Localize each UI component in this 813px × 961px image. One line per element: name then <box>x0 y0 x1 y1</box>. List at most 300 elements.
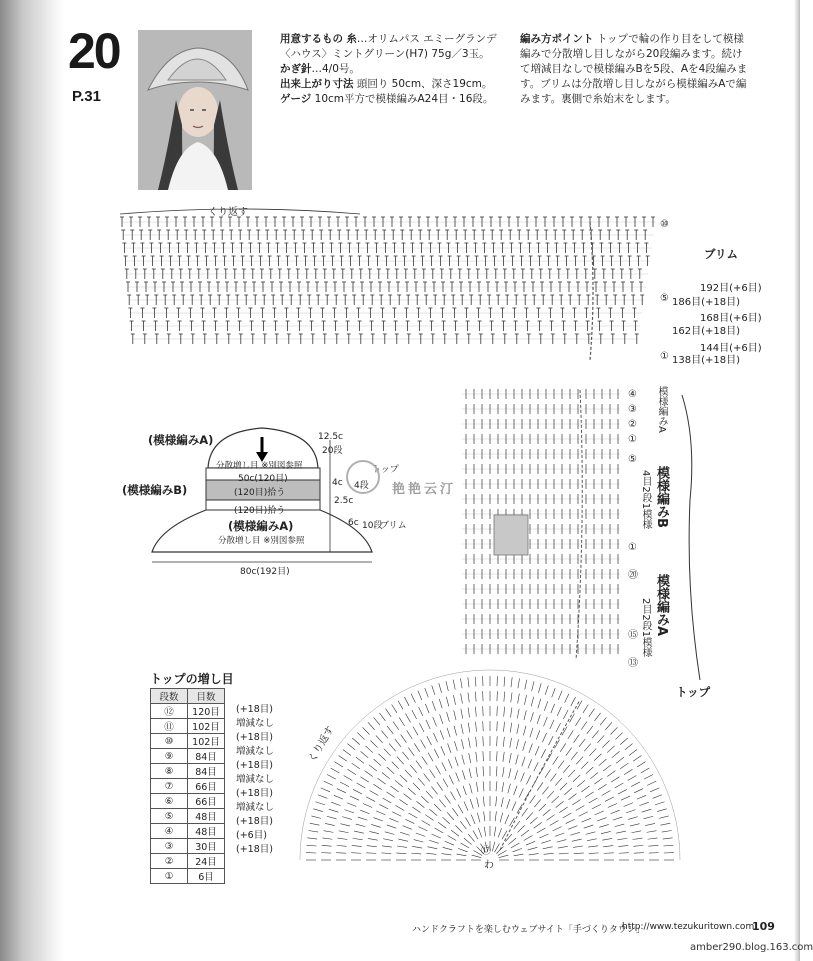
stitch-symbol <box>511 692 512 702</box>
stitch-symbol <box>626 810 635 813</box>
stitch-symbol <box>538 699 541 709</box>
stitch-symbol <box>570 832 580 835</box>
stitch-symbol <box>385 832 395 835</box>
increase-note: (+18目) <box>236 704 273 715</box>
stitch-symbol <box>368 722 375 729</box>
stitch-symbol <box>555 778 562 786</box>
hat-brim-width: 80c(192目) <box>240 567 290 577</box>
brim-row-count: 162目(+18目) <box>672 326 740 337</box>
stitch-symbol <box>399 799 407 805</box>
stitch-symbol <box>344 810 353 813</box>
stitch-symbol <box>376 811 385 815</box>
hook-label: かぎ針 <box>280 63 312 75</box>
stitch-symbol <box>347 744 355 750</box>
stitch-symbol <box>412 807 420 813</box>
stitch-symbol <box>473 831 478 840</box>
stitch-symbol <box>590 773 598 779</box>
stitch-symbol <box>318 795 327 799</box>
stitch-symbol <box>615 733 622 740</box>
stitch-symbol <box>625 744 633 750</box>
stitch-symbol <box>416 761 422 769</box>
stitch-symbol <box>526 812 533 819</box>
stitch-symbol <box>550 774 556 782</box>
stitch-symbol <box>494 827 496 837</box>
increase-note <box>236 857 274 871</box>
stitch-symbol <box>564 788 572 795</box>
row-number: ⑪ <box>151 719 188 734</box>
stitch-symbol <box>598 784 606 789</box>
stitch-symbol <box>510 723 512 733</box>
stitch-symbol <box>594 754 601 761</box>
stitch-symbol <box>558 691 562 700</box>
stitch-symbol <box>557 840 567 843</box>
stitch-symbol <box>545 769 551 777</box>
stitch-symbol <box>505 834 511 842</box>
stitch-symbol <box>648 845 658 846</box>
stitch-symbol <box>581 722 587 730</box>
stitch-count: 66目 <box>188 794 225 809</box>
stitch-symbol <box>470 784 473 794</box>
stitch-symbol <box>534 822 542 828</box>
stitch-symbol <box>581 762 588 769</box>
stitch-symbol <box>408 748 414 756</box>
stitch-count: 24目 <box>188 854 225 869</box>
table-row <box>151 749 225 764</box>
side-row-marker: ① <box>628 542 637 553</box>
stitch-symbol <box>517 709 519 719</box>
stitch-symbol <box>339 755 347 761</box>
stitch-symbol <box>325 823 335 825</box>
stitch-symbol <box>535 746 539 755</box>
stitch-symbol <box>387 825 396 828</box>
stitch-symbol <box>589 853 599 854</box>
stitch-symbol <box>592 804 601 808</box>
hat-crown-rows: 20段 <box>322 446 343 456</box>
hat-band-depth: 4c <box>332 478 343 488</box>
stitch-symbol <box>650 788 659 792</box>
increase-table <box>150 688 225 884</box>
stitch-symbol <box>599 824 609 827</box>
table-row <box>151 854 225 869</box>
stitch-symbol <box>613 817 623 820</box>
stitch-symbol <box>418 778 425 786</box>
stitch-symbol <box>555 740 560 749</box>
stitch-symbol <box>347 803 356 807</box>
stitch-symbol <box>511 677 512 687</box>
pattern-a-note: 2目2段1模様 <box>640 598 651 658</box>
stitch-symbol <box>461 843 470 848</box>
stitch-symbol <box>342 817 352 820</box>
stitch-symbol <box>327 774 336 779</box>
stitch-symbol <box>424 774 430 782</box>
stitch-symbol <box>313 809 323 812</box>
stitch-symbol <box>405 819 414 823</box>
stitch-symbol <box>442 762 446 771</box>
hat-brim-depth: 6c <box>348 518 359 528</box>
stitch-symbol <box>376 735 383 742</box>
stitch-symbol <box>513 848 522 851</box>
stitch-symbol <box>354 831 364 833</box>
stitch-symbol <box>363 803 372 807</box>
watermark-text: 艳艳云汀 <box>392 482 457 497</box>
stitch-symbol <box>438 822 446 828</box>
brim-row-count: 168目(+6目) <box>700 313 762 324</box>
stitch-symbol <box>408 788 416 795</box>
stitch-symbol <box>589 749 596 756</box>
stitch-symbol <box>633 838 643 839</box>
stitch-symbol <box>447 712 450 722</box>
stitch-symbol <box>530 795 536 803</box>
stitch-symbol <box>461 694 463 704</box>
hat-brim-rows: 10段 <box>362 521 383 531</box>
increase-note: (+6目) <box>236 830 267 841</box>
pattern-b-label: 模様編みB <box>654 466 669 528</box>
stitch-symbol <box>367 846 377 847</box>
stitch-symbol <box>398 701 403 710</box>
stitch-symbol <box>439 699 442 709</box>
stitch-symbol <box>496 751 497 761</box>
stitch-symbol <box>566 819 575 823</box>
stitch-symbol <box>396 853 406 854</box>
stitch-symbol <box>603 846 613 847</box>
stitch-symbol <box>476 752 477 762</box>
stitch-symbol <box>425 704 429 713</box>
stitch-symbol <box>483 751 484 761</box>
increase-table-title: トップの増し目 <box>150 672 234 686</box>
stitch-symbol <box>503 722 504 732</box>
stitch-symbol <box>310 823 320 825</box>
stitch-symbol <box>451 792 456 801</box>
crown-ring-marker: わ <box>484 860 494 871</box>
stitch-symbol <box>556 723 561 732</box>
stitch-symbol <box>457 788 461 797</box>
stitch-symbol <box>352 763 360 769</box>
stitch-symbol <box>576 757 583 764</box>
stitch-symbol <box>456 772 460 781</box>
side-row-marker: ② <box>628 419 637 430</box>
stitch-symbol <box>543 809 551 815</box>
increase-note: (+18目) <box>236 816 273 827</box>
hat-top-label: トップ <box>372 465 399 475</box>
stitch-symbol <box>518 694 520 704</box>
stitch-symbol <box>568 730 573 738</box>
stitch-symbol <box>453 680 455 690</box>
stitch-symbol <box>468 692 469 702</box>
stitch-symbol <box>369 831 379 833</box>
stitch-symbol <box>379 804 388 808</box>
stitch-symbol <box>373 784 381 789</box>
row-number: ⑧ <box>151 764 188 779</box>
table-row <box>151 719 225 734</box>
stitch-symbol <box>307 838 317 839</box>
stitch-symbol <box>560 743 565 751</box>
increase-note: (+18目) <box>236 732 273 743</box>
stitch-symbol <box>575 717 580 725</box>
stitch-symbol <box>524 836 533 841</box>
stitch-symbol <box>559 853 569 854</box>
page-number: 109 <box>752 920 775 933</box>
stitch-symbol <box>403 752 409 760</box>
stitch-symbol <box>428 753 433 762</box>
stitch-symbol <box>603 765 611 771</box>
stitch-symbol <box>620 763 628 769</box>
stitch-symbol <box>418 691 422 700</box>
stitch-symbol <box>458 805 463 814</box>
stitch-symbol <box>360 810 369 814</box>
stitch-symbol <box>539 804 546 811</box>
stitch-symbol <box>406 714 411 723</box>
stitch-symbol <box>569 794 577 800</box>
hat-pattern-a-top: (模様編みA) <box>148 433 214 447</box>
stitch-symbol <box>595 713 601 721</box>
stitch-symbol <box>550 720 554 729</box>
stitch-symbol <box>514 854 524 856</box>
stitch-symbol <box>397 757 404 764</box>
stitch-symbol <box>585 792 593 797</box>
stitch-symbol <box>422 756 427 764</box>
stitch-symbol <box>468 738 470 748</box>
row-number: ⑤ <box>151 809 188 824</box>
stitch-symbol <box>618 789 627 794</box>
brim-chart-symbols <box>120 209 656 360</box>
stitch-symbol <box>521 772 525 781</box>
stitch-symbol <box>338 838 348 839</box>
stitch-symbol <box>507 799 510 809</box>
stitch-symbol <box>468 723 470 733</box>
stitch-symbol <box>407 730 412 738</box>
stitch-symbol <box>400 832 410 835</box>
stitch-symbol <box>431 787 437 795</box>
side-row-marker: ① <box>628 434 637 445</box>
stitch-symbol <box>615 824 625 827</box>
stitch-symbol <box>624 803 633 807</box>
brim-row-marker: ⑤ <box>660 293 669 304</box>
stitch-symbol <box>496 781 497 791</box>
stitch-symbol <box>409 813 418 818</box>
stitch-symbol <box>464 802 468 811</box>
stitch-symbol <box>389 818 398 822</box>
hat-pattern-a-bottom: (模様編みA) <box>228 519 294 533</box>
stitch-symbol <box>526 775 530 784</box>
stitch-symbol <box>524 695 526 705</box>
stitch-symbol <box>478 828 481 837</box>
stitch-symbol <box>608 803 617 807</box>
col-rows-header: 段数 <box>151 689 188 704</box>
stitch-symbol <box>382 773 390 779</box>
stitch-symbol <box>352 845 362 846</box>
footer-url[interactable]: http://www.tezukuritown.com <box>622 922 755 932</box>
stitch-symbol <box>358 817 368 820</box>
stitch-symbol <box>628 776 637 781</box>
stitch-symbol <box>400 775 407 782</box>
stitch-symbol <box>324 831 334 833</box>
stitch-symbol <box>496 796 497 806</box>
hat-brim-label: ブリム <box>380 521 407 531</box>
stitch-symbol <box>412 710 417 719</box>
stitch-symbol <box>617 838 627 840</box>
stitch-symbol <box>469 753 471 763</box>
stitch-symbol <box>452 808 458 816</box>
stitch-symbol <box>421 796 428 803</box>
row-number: ⑦ <box>151 779 188 794</box>
side-row-marker: ⑮ <box>628 630 638 641</box>
increase-note: 増減なし <box>236 802 275 813</box>
stitch-symbol <box>337 789 346 793</box>
stitch-symbol <box>499 855 509 858</box>
stitch-symbol <box>463 786 466 795</box>
stitch-symbol <box>589 798 598 803</box>
stitch-symbol <box>432 701 435 710</box>
stitch-symbol <box>476 767 477 777</box>
yarn-text: …オリムパス エミーグランデ〈ハウス〉ミントグリーン(H7) 75g／3玉。 <box>280 33 497 60</box>
stitch-symbol <box>378 778 386 784</box>
stitch-symbol <box>381 731 387 739</box>
brim-row-count: 144目(+6目) <box>700 343 762 354</box>
stitch-symbol <box>571 697 576 706</box>
stitch-symbol <box>526 841 535 845</box>
stitch-symbol <box>440 730 444 739</box>
stitch-symbol <box>412 846 422 848</box>
stitch-symbol <box>547 815 555 821</box>
stitch-symbol <box>529 854 539 855</box>
stitch-symbol <box>568 826 577 830</box>
increase-note: 増減なし <box>236 774 275 785</box>
brim-row-count: 138目(+18目) <box>672 355 740 366</box>
stitch-symbol <box>439 799 445 807</box>
stitch-symbol <box>537 782 543 790</box>
stitch-symbol <box>357 733 364 740</box>
stitch-symbol <box>634 789 643 793</box>
stitch-symbol <box>442 817 449 824</box>
stitch-symbol <box>435 828 444 833</box>
stitch-symbol <box>611 727 618 734</box>
stitch-symbol <box>633 845 643 846</box>
watermark-logo <box>346 460 380 494</box>
stitch-symbol <box>525 680 527 690</box>
stitch-symbol <box>497 721 498 731</box>
stitch-symbol <box>331 802 340 805</box>
stitch-symbol <box>331 768 340 773</box>
stitch-symbol <box>381 853 391 854</box>
stitch-symbol <box>579 812 588 816</box>
stitch-symbol <box>483 721 484 731</box>
stitch-count: 48目 <box>188 809 225 824</box>
stitch-symbol <box>464 838 472 844</box>
stitch-symbol <box>604 853 614 854</box>
stitch-symbol <box>477 797 479 807</box>
stitch-symbol <box>496 766 497 776</box>
stitch-symbol <box>379 754 386 761</box>
stitch-symbol <box>387 767 394 774</box>
stitch-symbol <box>532 681 534 691</box>
stitch-symbol <box>662 830 672 832</box>
stitch-symbol <box>411 694 415 703</box>
stitch-symbol <box>542 733 546 742</box>
stitch-symbol <box>449 775 453 784</box>
stitch-symbol <box>659 816 669 818</box>
stitch-symbol <box>441 854 451 855</box>
stitch-symbol <box>448 743 451 752</box>
stitch-symbol <box>566 748 572 756</box>
stitch-count: 6目 <box>188 869 225 884</box>
stitch-symbol <box>392 704 397 712</box>
stitch-symbol <box>384 749 391 756</box>
stitch-symbol <box>509 768 511 778</box>
stitch-symbol <box>508 784 511 794</box>
stitch-symbol <box>476 737 477 747</box>
stitch-symbol <box>455 757 458 766</box>
stitch-symbol <box>637 795 646 799</box>
stitch-symbol <box>322 845 332 846</box>
brim-row-count: 186目(+18目) <box>672 297 740 308</box>
row-number: ④ <box>151 824 188 839</box>
stitch-symbol <box>454 726 457 736</box>
stitch-symbol <box>560 783 567 790</box>
stitch-symbol <box>597 735 604 742</box>
stitch-symbol <box>439 683 442 693</box>
stitch-symbol <box>531 697 534 707</box>
stitch-symbol <box>648 838 658 839</box>
stitch-symbol <box>518 825 525 832</box>
row-number: ① <box>151 869 188 884</box>
stitch-symbol <box>427 736 432 745</box>
pattern-b-note: 4目2段1模様 <box>640 470 651 530</box>
stitch-symbol <box>434 804 441 811</box>
stitch-symbol <box>545 685 548 694</box>
stitch-symbol <box>565 694 569 703</box>
stitch-symbol <box>454 741 457 751</box>
stitch-symbol <box>536 730 540 739</box>
stitch-symbol <box>586 767 593 774</box>
stitch-symbol <box>483 796 484 806</box>
stitch-symbol <box>633 755 641 761</box>
instructions-text: トップで輪の作り目をして模様編みで分散増し目しながら20段編みます。続けて増減目なしで模様編みBを5段、Aを4段編みます。ブリムは分散増し目しながら模様編みAで編みます。裏側で糸始末をします。 <box>520 33 748 105</box>
stitch-symbol <box>357 783 366 788</box>
stitch-symbol <box>472 855 482 858</box>
col-stitches-header: 目数 <box>188 689 225 704</box>
stitch-symbol <box>379 713 385 721</box>
increase-note: (+18目) <box>236 760 273 771</box>
stitch-symbol <box>461 739 463 749</box>
stitch-symbol <box>382 846 392 847</box>
stitch-symbol <box>517 724 519 734</box>
stitch-symbol <box>429 809 437 815</box>
stitch-symbol <box>647 781 656 785</box>
stitch-symbol <box>558 846 568 848</box>
stitch-symbol <box>544 717 548 726</box>
stitch-symbol <box>340 824 350 826</box>
stitch-symbol <box>563 813 572 818</box>
stitch-symbol <box>558 761 564 769</box>
stitch-symbol <box>484 827 486 837</box>
side-row-marker: ⑬ <box>628 658 638 669</box>
brim-row-marker: ① <box>660 351 669 362</box>
stitch-symbol <box>453 695 455 705</box>
stitch-symbol <box>396 806 405 811</box>
row-number: ② <box>151 854 188 869</box>
stitch-symbol <box>544 853 554 854</box>
stitch-symbol <box>581 818 590 822</box>
stitch-symbol <box>356 824 366 827</box>
stitch-symbol <box>592 731 598 739</box>
brim-row-marker: ⑩ <box>660 219 669 230</box>
stitch-symbol <box>541 840 551 843</box>
stitch-symbol <box>461 724 463 734</box>
stitch-symbol <box>353 838 363 840</box>
stitch-symbol <box>503 767 504 777</box>
stitch-symbol <box>519 788 523 797</box>
stitch-symbol <box>663 838 673 839</box>
